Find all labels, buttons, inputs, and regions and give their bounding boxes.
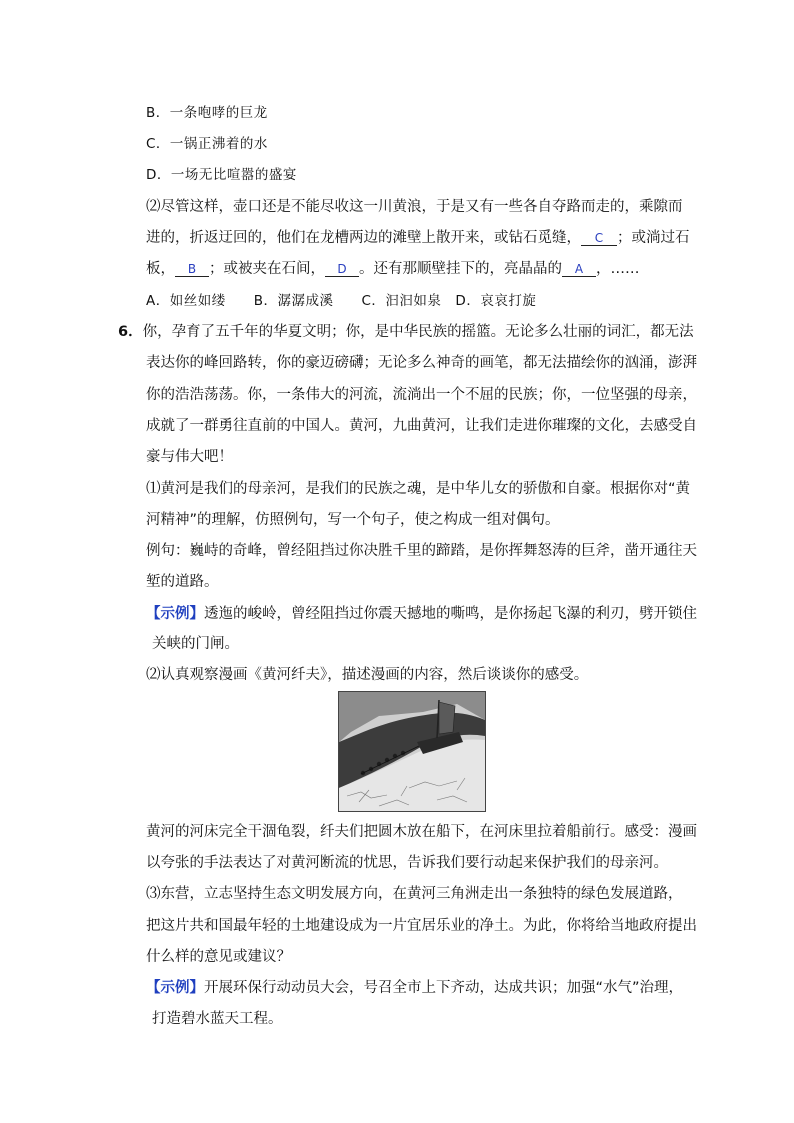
answer1-line1: [146, 604, 697, 624]
option-d: D．一场无比喧嚣的盛宴: [146, 167, 297, 183]
q6-part2: ⑵认真观察漫画《黄河纤夫》，描述漫画的内容，然后谈谈你的感受。: [146, 667, 589, 683]
line-text: 。还有那顺壁挂下的，亮晶晶的: [359, 261, 562, 277]
q6-intro-line2: 表达你的峰回路转，你的豪迈磅礴；无论多么神奇的画笔，都无法描绘你的汹涌，澎湃: [146, 355, 697, 371]
option-b: B．一条咆哮的巨龙: [146, 105, 268, 121]
sample-tag: 【示例】: [146, 980, 204, 996]
line-text: 进的，折返迂回的，他们在龙槽两边的滩壁上散开来，或钻石觅缝，: [146, 230, 581, 246]
q6-intro-line4: 成就了一群勇往直前的中国人。黄河，九曲黄河，让我们走进你璀璨的文化，去感受自: [146, 418, 697, 434]
option-c: C．一锅正沸着的水: [146, 136, 268, 152]
answer-blank-2: B: [175, 262, 209, 277]
example-sentence-line2: 堑的道路。: [146, 574, 219, 590]
answer-blank-3: D: [325, 262, 359, 277]
cartoon-yellow-river-trackers: [338, 691, 486, 812]
q6-part3-line2: 把这片共和国最年轻的土地建设成为一片宜居乐业的净土。为此，你将给当地政府提出: [146, 918, 697, 934]
line-text: 透迤的峻岭，曾经阻挡过你震天撼地的嘶鸣，是你扬起飞瀑的利刃，劈开锁住: [204, 606, 697, 622]
q6-part3-line1: ⑶东营，立志坚持生态文明发展方向，在黄河三角洲走出一条独特的绿色发展道路，: [146, 886, 683, 902]
line-text: 你，孕育了五千年的华夏文明；你，是中华民族的摇篮。无论多么壮丽的词汇，都无法: [142, 324, 694, 340]
question-number: 6．: [118, 324, 143, 340]
answer2-line2: 以夸张的手法表达了对黄河断流的忧思，告诉我们要行动起来保护我们的母亲河。: [146, 855, 668, 871]
q5-part2-line1: ⑵尽管这样，壶口还是不能尽收这一川黄浪，于是又有一些各自夺路而走的，乘隙而: [146, 199, 683, 215]
line-text: 开展环保行动动员大会，号召全市上下齐动，达成共识；加强“水气”治理，: [204, 980, 684, 996]
answer3-line1: [146, 978, 683, 998]
q6-part3-line3: 什么样的意见或建议？: [146, 949, 291, 965]
sample-tag: 【示例】: [146, 606, 204, 622]
q6-part1-line1: ⑴黄河是我们的母亲河，是我们的民族之魂，是中华儿女的骄傲和自豪。根据你对“黄: [146, 481, 691, 497]
answer3-line2: 打造碧水蓝天工程。: [152, 1011, 283, 1027]
example-sentence-line1: 例句：巍峙的奇峰，曾经阻挡过你决胜千里的蹄踏，是你挥舞怒涛的巨斧，凿开通往天: [146, 543, 697, 559]
answer-blank-1: C: [581, 231, 617, 246]
answer2-line1: 黄河的河床完全干涸龟裂，纤夫们把圆木放在船下，在河床里拉着船前行。感受：漫画: [146, 824, 697, 840]
q6-intro-line1: [118, 322, 694, 342]
line-text: ，……: [596, 261, 640, 277]
line-text: 板，: [146, 261, 175, 277]
q5-part2-line2: [146, 228, 690, 248]
q6-intro-line3: 你的浩浩荡荡。你，一条伟大的河流，流淌出一个不屈的民族；你，一位坚强的母亲，: [146, 387, 697, 403]
q6-part1-line2: 河精神”的理解，仿照例句，写一个句子，使之构成一组对偶句。: [146, 512, 560, 528]
cartoon-drawing: [339, 692, 485, 811]
answer1-line2: 关峡的门闸。: [152, 636, 239, 652]
line-text: ；或淌过石: [617, 230, 690, 246]
q5-part2-options: A．如丝如缕 B．潺潺成溪 C．汩汩如泉 D．哀哀打旋: [146, 293, 537, 309]
answer-blank-4: A: [562, 262, 596, 277]
line-text: ；或被夹在石间，: [209, 261, 325, 277]
q5-part2-line3: [146, 259, 640, 279]
q6-intro-line5: 豪与伟大吧！: [146, 449, 233, 465]
